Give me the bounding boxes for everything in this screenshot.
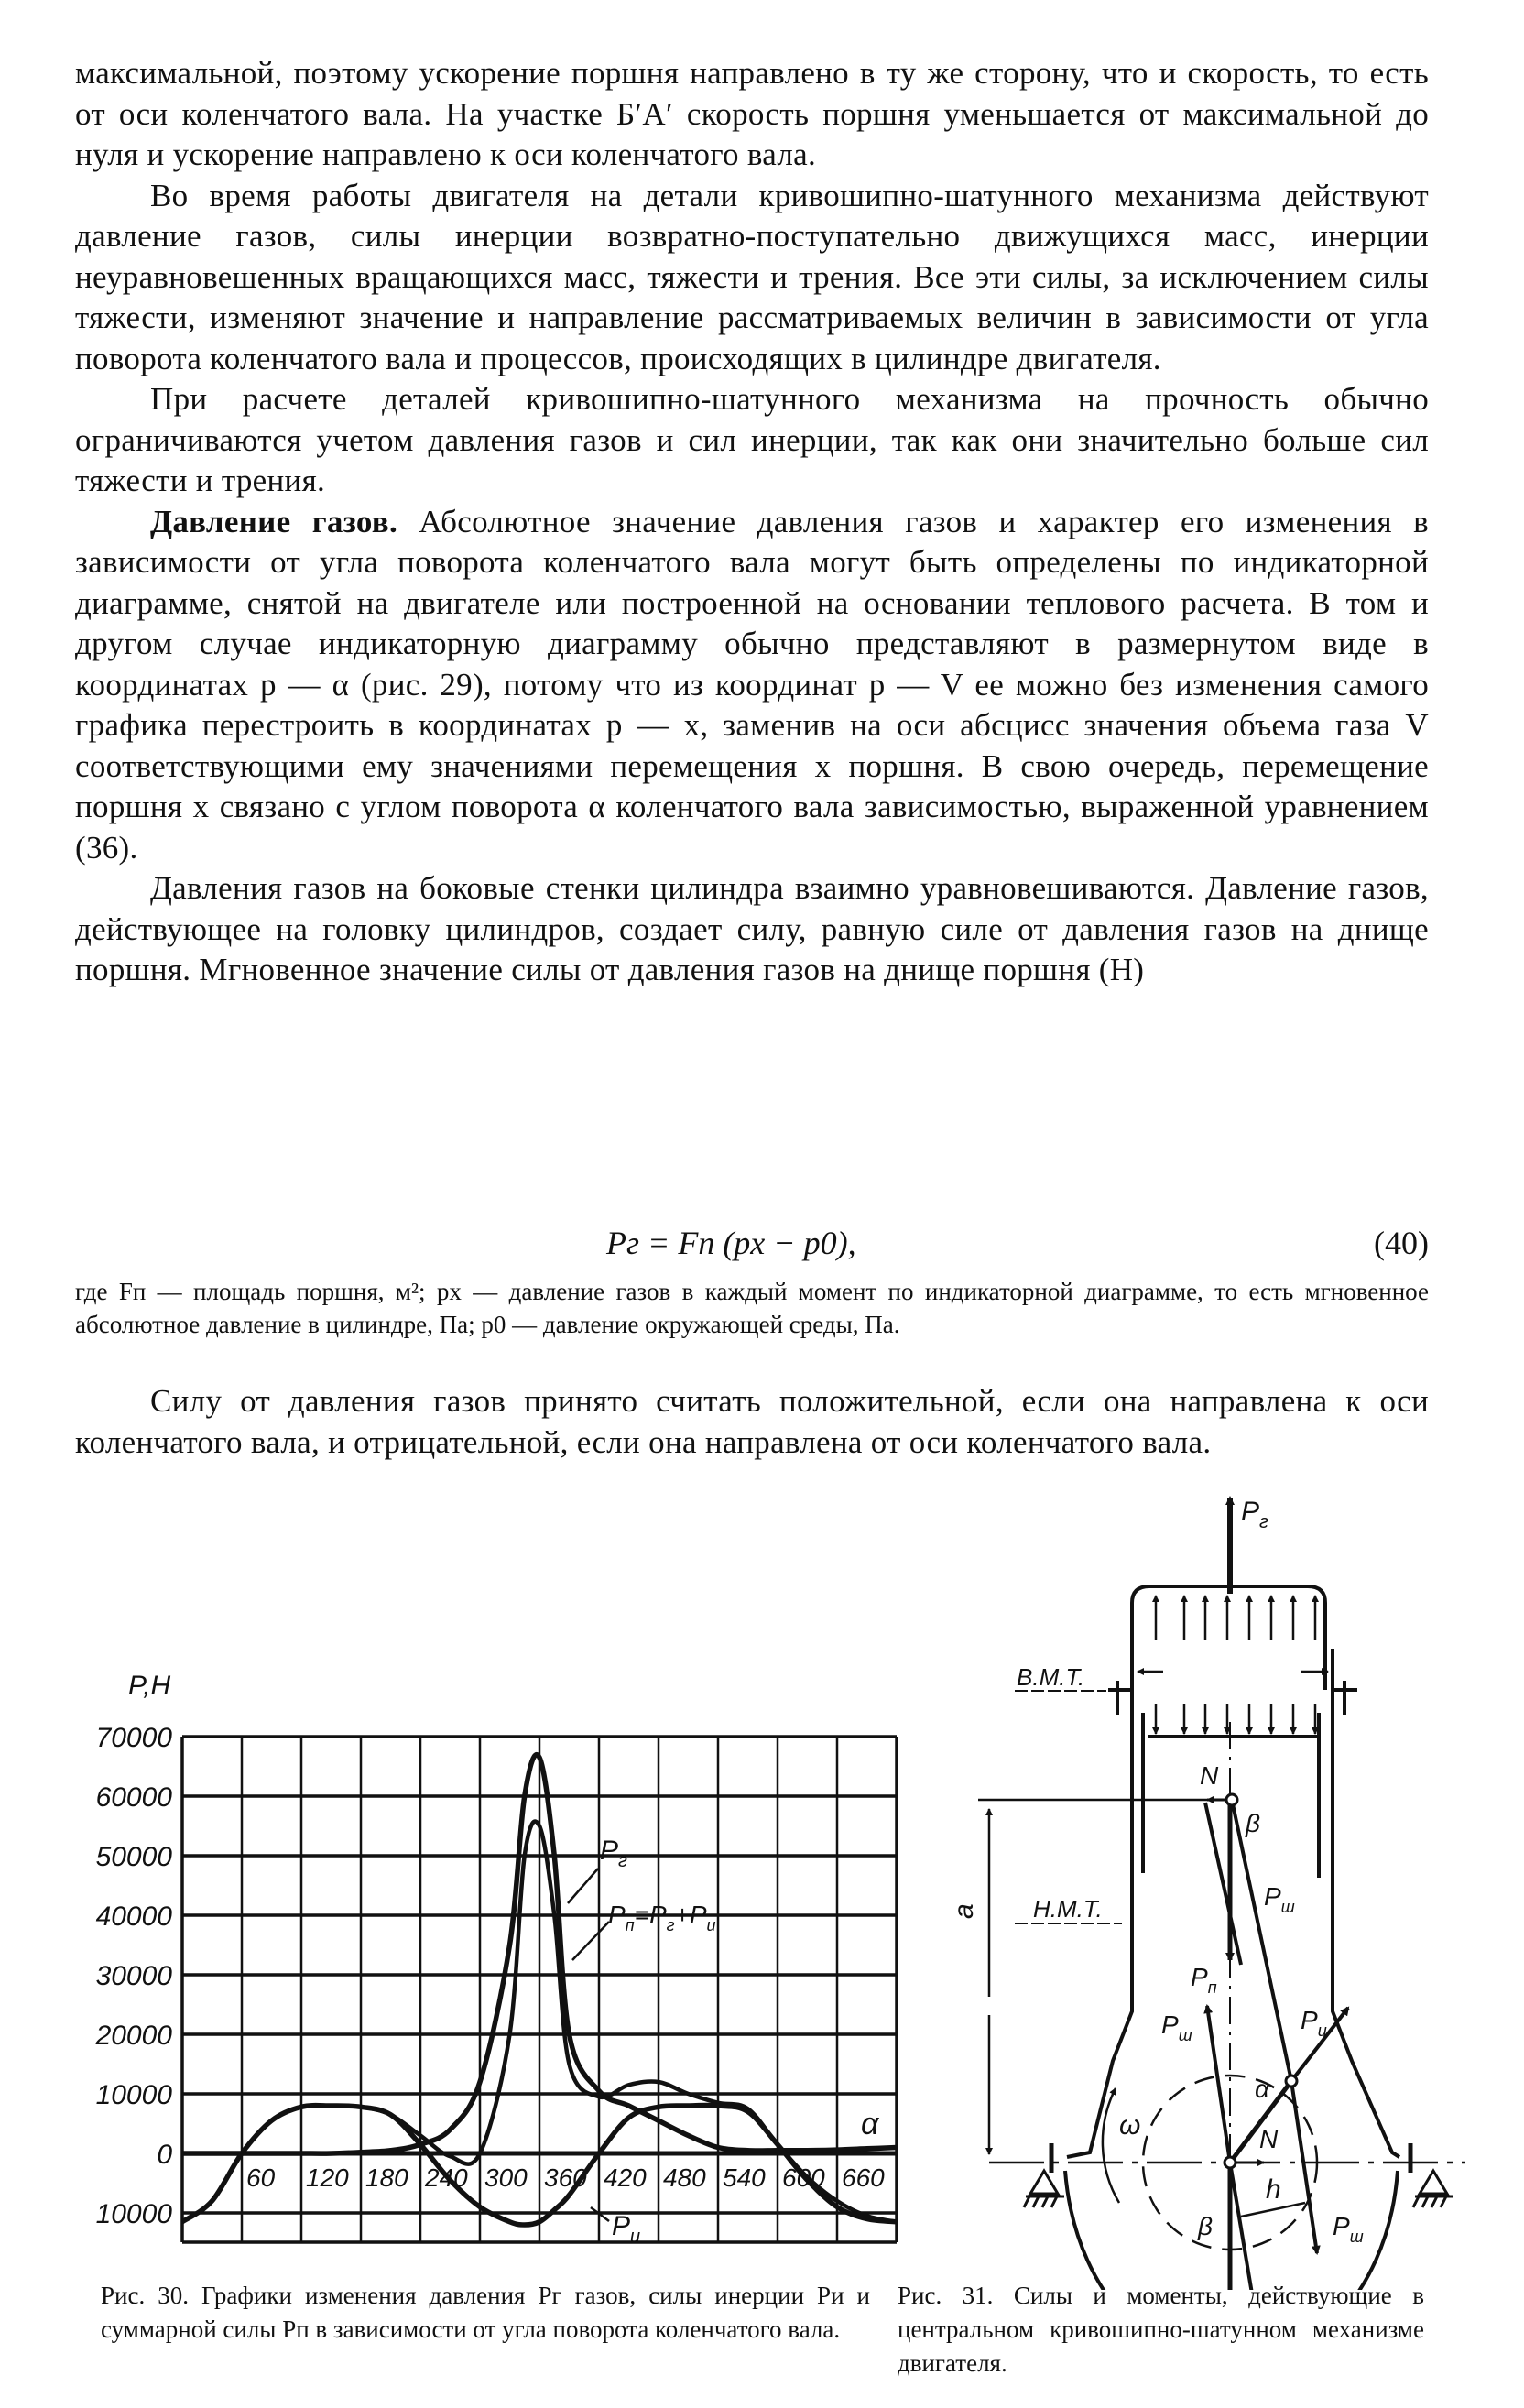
- x-axis-title: α: [861, 2107, 879, 2141]
- paragraph-5: Давления газов на боковые стенки цилиндра взаимно уравновешиваются. Давление газов, действующее на головку цилиндров, создает силу, равную силе от давления газов на днище поршня. Мгновенное значение силы от давления газов на днище поршня (Н): [75, 870, 1429, 987]
- conrod-force-arrow-up: [1207, 2006, 1230, 2163]
- paragraph-4: [75, 502, 1429, 869]
- figure-31-mechanism-diagram: [916, 1466, 1524, 2290]
- label-arm-h: h: [1266, 2174, 1281, 2205]
- svg-text:180: 180: [365, 2163, 408, 2192]
- label-tdc: В.М.Т.: [1017, 1663, 1085, 1691]
- svg-text:10000: 10000: [95, 2080, 172, 2110]
- equation-40: [75, 1224, 1429, 1266]
- label-normal-top: N: [1200, 1761, 1219, 1790]
- svg-text:10000: 10000: [95, 2199, 172, 2229]
- equation-footnote: где Fп — площадь поршня, м²; px — давление газов в каждый момент по индикаторной диаграмме, то есть мгновенное абсолютное давление в цилиндре, Па; p0 — давление окружающей среды, Па.: [75, 1278, 1429, 1338]
- label-conrod-force-left: $P_ш$: [1161, 2010, 1192, 2044]
- figure-30-caption: Рис. 30. Графики изменения давления Pг газов, силы инерции Pи и суммарной силы Pп в зависимости от угла поворота коленчатого вала.: [101, 2282, 870, 2343]
- connecting-rod: [1205, 1800, 1291, 2081]
- piston-pin: [1226, 1794, 1237, 1805]
- figure-30-chart: [0, 1630, 916, 2272]
- rotation-arrow: [1103, 2088, 1119, 2203]
- section-heading-gas-pressure: Давление газов.: [150, 503, 398, 539]
- x-tick-labels: [246, 2163, 885, 2192]
- label-piston-force-top: $P_п$: [1191, 1963, 1217, 1997]
- label-alpha: α: [1255, 2075, 1269, 2103]
- svg-text:600: 600: [782, 2163, 825, 2192]
- paragraph-1: максимальной, поэтому ускорение поршня направлено в ту же сторону, что и скорость, то есть от оси коленчатого вала. На участке Б′А′ скорость поршня уменьшается от максимальной до нуля и ускорение направлено к оси коленчатого вала.: [75, 55, 1429, 172]
- svg-text:540: 540: [723, 2163, 766, 2192]
- label-bdc: Н.М.Т.: [1033, 1895, 1103, 1923]
- svg-text:20000: 20000: [95, 2021, 172, 2051]
- paragraph-4-body: Абсолютное значение давления газов и характер его изменения в зависимости от угла поворота коленчатого вала могут быть определены по индикаторной диаграмме, снятой на двигателе или построенной на основании теплового расчета. В том и другом случае индикаторную диаграмму обычно представляют в размернутом виде в координатах p — α (рис. 29), потому что из координат p — V ее можно без изменения самого графика перестроить в координатах p — x, заменив на оси абсцисс значения объема газа V соответствующими ему значениями перемещения x поршня. В свою очередь, перемещение поршня x связано с углом поворота α коленчатого вала зависимостью, выраженной уравнением (36).: [75, 503, 1429, 866]
- label-centrifugal: $P_ц$: [1301, 2006, 1327, 2040]
- label-normal-bottom: N: [1259, 2125, 1279, 2153]
- body-text: [75, 53, 1429, 991]
- label-pg: $P_г$: [600, 1836, 627, 1871]
- figure-31-caption: Рис. 31. Силы и моменты, действующие в центральном кривошипно-шатунном механизме двигателя.: [898, 2282, 1424, 2377]
- y-axis-title: P,H: [128, 1671, 171, 1701]
- svg-text:420: 420: [604, 2163, 647, 2192]
- paragraph-6: Силу от давления газов принято считать положительной, если она направлена к оси коленчатого вала, и отрицательной, если она направлена от оси коленчатого вала.: [75, 1383, 1429, 1460]
- svg-text:120: 120: [306, 2163, 349, 2192]
- y-tick-labels: [95, 1723, 173, 2229]
- crank-pin: [1286, 2076, 1297, 2087]
- paragraph-3: При расчете деталей кривошипно-шатунного механизма на прочность обычно ограничиваются учетом давления газов и сил инерции, так как они значительно больше сил тяжести и трения.: [75, 381, 1429, 498]
- equation-formula: Pг = Fп (px − p0),: [606, 1225, 856, 1261]
- svg-text:0: 0: [157, 2140, 172, 2170]
- svg-text:480: 480: [663, 2163, 706, 2192]
- arm-line: [1241, 2203, 1305, 2217]
- svg-text:60: 60: [246, 2163, 276, 2192]
- label-gas-force: $P_г$: [1241, 1497, 1268, 1532]
- svg-text:60000: 60000: [95, 1782, 172, 1813]
- paragraph-2: Во время работы двигателя на детали кривошипно-шатунного механизма действуют давление газов, силы инерции возвратно-поступательно движущихся масс, инерции неуравновешенных вращающихся масс, тяжести и трения. Все эти силы, за исключением силы тяжести, изменяют значение и направление рассматриваемых величин в зависимости от угла поворота коленчатого вала и процессов, происходящих в цилиндре двигателя.: [75, 177, 1429, 376]
- label-dimension-a: a: [949, 1903, 979, 1919]
- svg-text:40000: 40000: [95, 1901, 172, 1932]
- equation-number: (40): [1374, 1225, 1429, 1261]
- label-beta-bottom: β: [1198, 2212, 1213, 2240]
- crank-center: [1225, 2157, 1236, 2168]
- cylinder-head: [1108, 1586, 1357, 1715]
- svg-text:240: 240: [425, 2163, 468, 2192]
- label-conrod-force-right: $P_ш$: [1333, 2212, 1364, 2246]
- label-beta-top: β: [1246, 1809, 1260, 1837]
- svg-text:660: 660: [842, 2163, 885, 2192]
- body-text-2: [75, 1381, 1429, 1463]
- label-conrod-force-top: $P_ш$: [1264, 1882, 1295, 1916]
- label-pi: $P_и$: [612, 2211, 641, 2247]
- svg-text:30000: 30000: [95, 1961, 172, 1991]
- left-bearing-support: [1024, 2143, 1064, 2207]
- svg-text:300: 300: [484, 2163, 528, 2192]
- right-bearing-support: [1410, 2143, 1453, 2207]
- svg-text:50000: 50000: [95, 1842, 172, 1872]
- conrod-force-arrow-pin: [1291, 2081, 1317, 2253]
- conrod-force-arrow-bottom: [1230, 2163, 1253, 2290]
- chart-axis-labels: [128, 1671, 170, 1701]
- svg-text:360: 360: [544, 2163, 587, 2192]
- pressure-arrows: [1138, 1596, 1328, 1734]
- label-omega: ω: [1119, 2110, 1141, 2141]
- label-pp-sum: $P_п=P_г+P_и$: [608, 1901, 716, 1934]
- svg-text:70000: 70000: [95, 1723, 172, 1753]
